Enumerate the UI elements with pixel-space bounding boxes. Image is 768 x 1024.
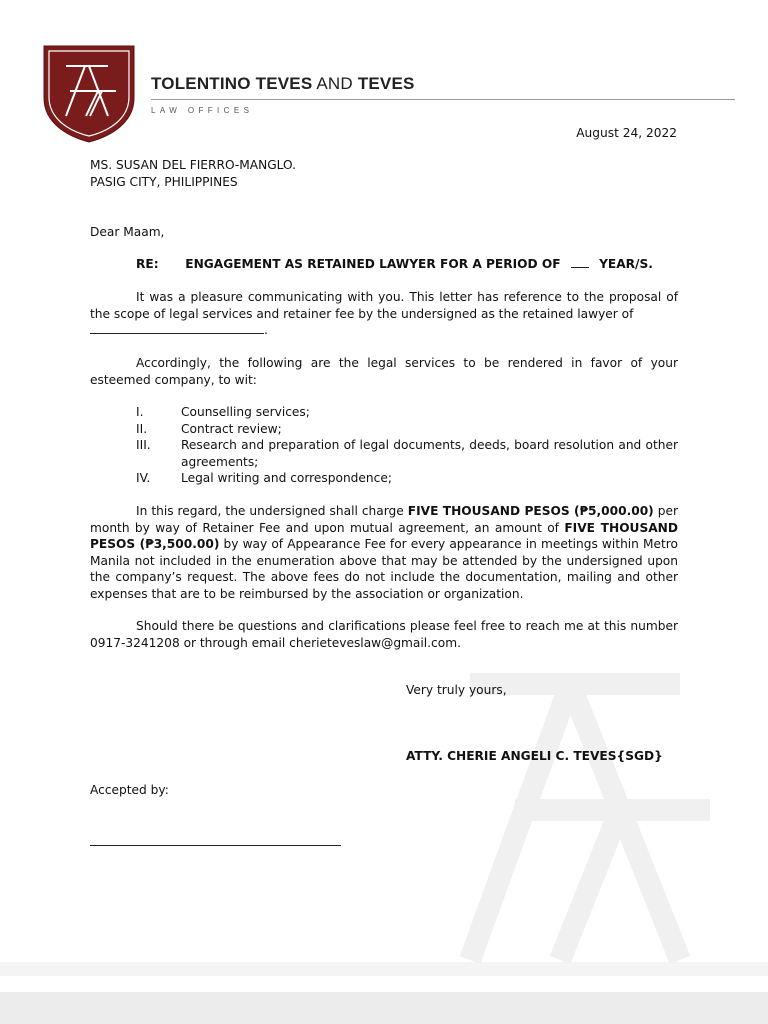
- firm-logo-shield: [42, 44, 136, 144]
- watermark-logo: [440, 670, 740, 970]
- subject-text: ENGAGEMENT AS RETAINED LAWYER FOR A PERIOD OF: [185, 257, 561, 271]
- subject-suffix: YEAR/S.: [599, 257, 653, 271]
- list-item-number: II.: [136, 421, 148, 436]
- list-item: [136, 470, 678, 487]
- signatory-name: ATTY. CHERIE ANGELI C. TEVES{SGD}: [406, 749, 663, 763]
- paragraph-fees: [90, 503, 678, 603]
- accepted-by-label: Accepted by:: [90, 783, 169, 797]
- paragraph-services-intro: Accordingly, the following are the legal services to be rendered in favor of your esteemed company, to wit:: [90, 356, 678, 387]
- salutation: Dear Maam,: [90, 225, 165, 239]
- paragraph-contact: Should there be questions and clarifications please feel free to reach me at this number 0917-3241208 or through email cherieteveslaw@gmail.com.: [90, 619, 678, 650]
- paragraph-intro-text: It was a pleasure communicating with you. This letter has reference to the proposal of the scope of legal services and retainer fee by the undersigned as the retained lawyer of: [90, 290, 678, 321]
- list-item-text: Research and preparation of legal documents, deeds, board resolution and other agreements;: [181, 438, 678, 469]
- list-item-text: Legal writing and correspondence;: [181, 471, 392, 486]
- closing: Very truly yours,: [406, 683, 507, 697]
- period-blank: [571, 267, 589, 268]
- firm-name-part1: TOLENTINO TEVES: [151, 74, 313, 93]
- paragraph-intro: It was a pleasure communicating with you. This letter has reference to the proposal of the scope of legal services and retainer fee by the undersigned as the retained lawyer of .: [90, 290, 678, 338]
- list-item: [136, 404, 678, 421]
- recipient-block: [90, 157, 678, 190]
- services-list: [136, 404, 678, 487]
- firm-subtitle: LAW OFFICES: [151, 106, 254, 115]
- fees-text-2: per month by way of Retainer Fee and upon mutual agreement, an amount of: [90, 504, 679, 535]
- appearance-fee-amount: FIVE THOUSAND PESOS (₱3,500.00): [90, 520, 678, 552]
- letter-date: August 24, 2022: [576, 126, 677, 140]
- fees-text-1: In this regard, the undersigned shall charge: [136, 504, 404, 518]
- footer-bar: [0, 992, 768, 1024]
- list-item-number: III.: [136, 438, 151, 453]
- firm-name: [151, 74, 415, 94]
- list-item-text: Counselling services;: [181, 405, 310, 419]
- list-item-text: Contract review;: [181, 421, 282, 436]
- list-item: [136, 437, 678, 470]
- acceptance-signature-line: [90, 845, 341, 846]
- retainer-fee-amount: FIVE THOUSAND PESOS (₱5,000.00): [407, 504, 654, 518]
- client-name-blank: [90, 333, 264, 334]
- subject-label: RE:: [136, 257, 159, 271]
- recipient-name: MS. SUSAN DEL FIERRO-MANGLO.: [90, 158, 297, 172]
- list-item: [136, 421, 678, 438]
- letterhead-divider: [151, 99, 735, 100]
- list-item-number: IV.: [136, 471, 151, 486]
- subject-line: [136, 257, 653, 271]
- list-item-number: I.: [136, 405, 144, 419]
- firm-name-part2: TEVES: [357, 74, 415, 93]
- firm-name-and: AND: [316, 74, 353, 93]
- fees-text-3: by way of Appearance Fee for every appearance in meetings within Metro Manila not included in the enumeration above that may be attended by the undersigned upon the company’s request. The above fees do not include the documentation, mailing and other expenses that are to be reimbursed by the association or organization.: [90, 537, 678, 601]
- recipient-address: PASIG CITY, PHILIPPINES: [90, 174, 238, 189]
